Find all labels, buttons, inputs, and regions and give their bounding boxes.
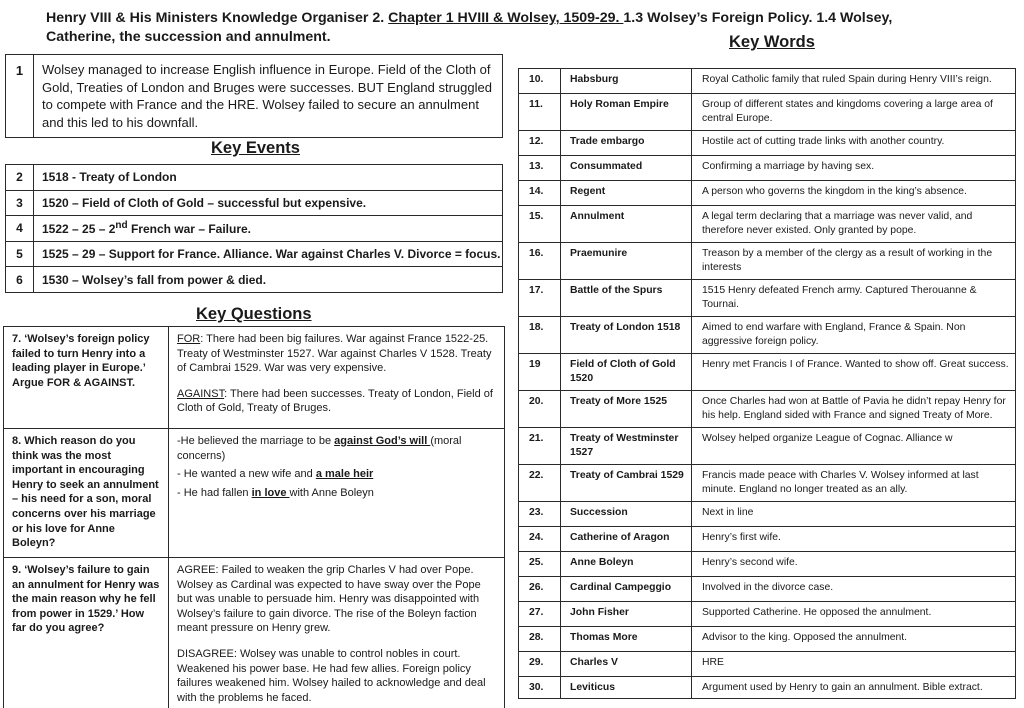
event-row (6, 267, 503, 293)
keyword-row (519, 552, 1016, 577)
keyword-number: 24. (519, 527, 561, 552)
keyword-definition: Next in line (692, 502, 1016, 527)
keyword-number: 25. (519, 552, 561, 577)
key-words-heading: Key Words (729, 33, 815, 51)
against-label: AGAINST (177, 387, 225, 400)
keyword-number: 18. (519, 317, 561, 354)
keyword-definition: A person who governs the kingdom in the king’s absence. (692, 181, 1016, 206)
bullet-text: He believed the marriage to be (180, 435, 335, 447)
key-words-body (519, 69, 1016, 699)
keyword-term: Treaty of London 1518 (561, 317, 692, 354)
for-label: FOR (177, 333, 201, 345)
keyword-row (519, 243, 1016, 280)
keyword-term: Treaty of Westminster 1527 (561, 428, 692, 465)
key-events-heading: Key Events (211, 139, 300, 157)
keyword-number: 20. (519, 391, 561, 428)
keyword-number: 30. (519, 677, 561, 699)
keyword-term: Thomas More (561, 627, 692, 652)
answer-disagree: DISAGREE: Wolsey was unable to control nobles in court. Weakened his power base. He had few allies. Foreign policy failures weakened him. Wolsey hailed to acknowledge and deal with the problems he faced. (177, 647, 486, 704)
event-text: 1530 – Wolsey’s fall from power & died. (34, 267, 503, 293)
answer-for (177, 332, 496, 376)
keyword-row (519, 354, 1016, 391)
title-part-3: 1.3 Wolsey’s Foreign Policy. 1.4 Wolsey, Catherine, the succession and annulment. (46, 10, 893, 45)
keyword-row (519, 627, 1016, 652)
keyword-term: Praemunire (561, 243, 692, 280)
keyword-definition: Francis made peace with Charles V. Wolsey informed at last minute. England no longer treated as an ally. (692, 465, 1016, 502)
keyword-definition: Royal Catholic family that ruled Spain during Henry VIII’s reign. (692, 69, 1016, 94)
keyword-row (519, 677, 1016, 699)
keyword-definition: Confirming a marriage by having sex. (692, 156, 1016, 181)
keyword-term: Habsburg (561, 69, 692, 94)
keyword-term: Regent (561, 181, 692, 206)
event-number: 6 (6, 267, 34, 293)
keyword-row (519, 391, 1016, 428)
summary-text: Wolsey managed to increase English influence in Europe. Field of the Cloth of Gold, Treaties of London and Bruges were successes. BUT England struggled to compete with France and the HRE. Wolsey failed to secure an annulment and this led to his downfall. (34, 55, 503, 138)
keyword-term: Charles V (561, 652, 692, 677)
keyword-row (519, 652, 1016, 677)
keyword-definition: Group of different states and kingdoms covering a large area of central Europe. (692, 94, 1016, 131)
keyword-term: Battle of the Spurs (561, 280, 692, 317)
keyword-number: 13. (519, 156, 561, 181)
keyword-definition: Hostile act of cutting trade links with another country. (692, 131, 1016, 156)
keyword-row (519, 280, 1016, 317)
bullet-emphasis: against God’s will (334, 435, 431, 447)
keyword-number: 29. (519, 652, 561, 677)
keyword-term: Field of Cloth of Gold 1520 (561, 354, 692, 391)
keyword-number: 27. (519, 602, 561, 627)
keyword-definition: Henry met Francis I of France. Wanted to show off. Great success. (692, 354, 1016, 391)
keyword-row (519, 156, 1016, 181)
event-text: 1520 – Field of Cloth of Gold – successful but expensive. (34, 190, 503, 216)
keyword-term: Consummated (561, 156, 692, 181)
event-row (6, 190, 503, 216)
keyword-term: Annulment (561, 206, 692, 243)
keyword-definition: A legal term declaring that a marriage was never valid, and therefore never existed. Only granted by pope. (692, 206, 1016, 243)
keyword-term: Cardinal Campeggio (561, 577, 692, 602)
keyword-number: 22. (519, 465, 561, 502)
keyword-number: 15. (519, 206, 561, 243)
against-text: : There had been successes. Treaty of London, Field of Cloth of Gold, Treaty of Bruges. (177, 387, 493, 415)
keyword-term: Leviticus (561, 677, 692, 699)
title-part-1: Henry VIII & His Ministers Knowledge Organiser 2. (46, 10, 389, 26)
event-text: 1518 - Treaty of London (34, 165, 503, 191)
keyword-definition: Once Charles had won at Battle of Pavia he didn’t repay Henry for his help. England sided with France and signed Treaty of More. (692, 391, 1016, 428)
key-questions-heading: Key Questions (196, 305, 312, 323)
keyword-term: John Fisher (561, 602, 692, 627)
keyword-row (519, 527, 1016, 552)
event-row (6, 216, 503, 242)
keyword-number: 26. (519, 577, 561, 602)
keyword-number: 19 (519, 354, 561, 391)
event-row (6, 165, 503, 191)
keyword-number: 17. (519, 280, 561, 317)
event-number: 3 (6, 190, 34, 216)
for-text: : There had been big failures. War against France 1522-25. Treaty of Westminster 1527. War against Charles V 1528. Treaty of Cambrai 1529. War was very expensive. (177, 333, 492, 375)
answer-bullet: - He had fallen in love with Anne Boleyn (177, 486, 374, 499)
keyword-row (519, 465, 1016, 502)
keyword-term: Succession (561, 502, 692, 527)
keyword-number: 23. (519, 502, 561, 527)
event-text (34, 216, 503, 242)
keyword-definition: HRE (692, 652, 1016, 677)
keyword-row (519, 181, 1016, 206)
keyword-row (519, 428, 1016, 465)
event-number: 4 (6, 216, 34, 242)
event-number: 2 (6, 165, 34, 191)
keyword-definition: Involved in the divorce case. (692, 577, 1016, 602)
question-text: 9. ‘Wolsey’s failure to gain an annulment for Henry was the main reason why he fell from power in 1529.’ How far do you agree? (4, 558, 169, 708)
answer-bullet: - He wanted a new wife and a male heir (177, 468, 374, 481)
keyword-number: 21. (519, 428, 561, 465)
keyword-definition: Advisor to the king. Opposed the annulment. (692, 627, 1016, 652)
keyword-term: Holy Roman Empire (561, 94, 692, 131)
summary-number: 1 (6, 55, 34, 138)
keyword-definition: Wolsey helped organize League of Cognac. Alliance w (692, 428, 1016, 465)
bullet-text: He wanted a new wife and (180, 468, 316, 481)
keyword-number: 28. (519, 627, 561, 652)
keyword-number: 16. (519, 243, 561, 280)
summary-box (5, 54, 503, 138)
keyword-number: 12. (519, 131, 561, 156)
question-text: 8. Which reason do you think was the most important in encouraging Henry to seek an annulment – his need for a son, moral concerns over his marriage or his love for Anne Boleyn? (4, 429, 169, 558)
keyword-definition: Henry’s first wife. (692, 527, 1016, 552)
answer-agree: AGREE: Failed to weaken the grip Charles V had over Pope. Wolsey as Cardinal was expected to have sway over the Pope but was unable to persuade him. Henry was disappointed with Wolsey’s failure to gain divorce. The rise of the Boleyn faction meant pressure on Henry grew. (177, 564, 481, 635)
bullet-emphasis: in love (251, 486, 290, 499)
keyword-definition: Henry’s second wife. (692, 552, 1016, 577)
keyword-row (519, 69, 1016, 94)
keyword-definition: 1515 Henry defeated French army. Captured Therouanne & Tournai. (692, 280, 1016, 317)
key-events-table (5, 164, 503, 293)
keyword-row (519, 94, 1016, 131)
keyword-number: 11. (519, 94, 561, 131)
keyword-row (519, 206, 1016, 243)
answer-bullet: -He believed the marriage to be against God’s will (moral concerns) (177, 435, 462, 462)
bullet-text: (moral concerns) (177, 435, 462, 462)
summary-row (6, 55, 503, 138)
keyword-term: Catherine of Aragon (561, 527, 692, 552)
event-number: 5 (6, 241, 34, 267)
question-text: 7. ‘Wolsey’s foreign policy failed to turn Henry into a leading player in Europe.’ Argue FOR & AGAINST. (4, 327, 169, 429)
keyword-term: Anne Boleyn (561, 552, 692, 577)
title-chapter: Chapter 1 HVIII & Wolsey, 1509-29. (388, 10, 624, 26)
keyword-definition: Treason by a member of the clergy as a result of working in the interests (692, 243, 1016, 280)
keyword-row (519, 577, 1016, 602)
event-text-start: 1522 – 25 – 2 (42, 222, 116, 237)
bullet-text: with Anne Boleyn (289, 486, 374, 499)
keyword-definition: Argument used by Henry to gain an annulment. Bible extract. (692, 677, 1016, 699)
keyword-row (519, 602, 1016, 627)
question-row (4, 429, 505, 558)
keyword-row (519, 131, 1016, 156)
answer-against (177, 387, 496, 416)
answer-text (169, 429, 505, 558)
event-text-end: French war – Failure. (127, 222, 251, 237)
keyword-number: 10. (519, 69, 561, 94)
keyword-term: Treaty of Cambrai 1529 (561, 465, 692, 502)
keyword-row (519, 502, 1016, 527)
keyword-number: 14. (519, 181, 561, 206)
question-row (4, 327, 505, 429)
keyword-term: Trade embargo (561, 131, 692, 156)
answer-text (169, 327, 505, 429)
bullet-text: He had fallen (180, 486, 252, 499)
key-questions-table (3, 326, 505, 708)
question-row (4, 558, 505, 708)
key-words-table (518, 68, 1016, 699)
event-text: 1525 – 29 – Support for France. Alliance. War against Charles V. Divorce = focus. (34, 241, 503, 267)
bullet-emphasis: a male heir (315, 468, 374, 481)
keyword-row (519, 317, 1016, 354)
event-row (6, 241, 503, 267)
answer-text (169, 558, 505, 708)
keyword-definition: Aimed to end warfare with England, France & Spain. Non aggressive foreign policy. (692, 317, 1016, 354)
event-text-superscript: nd (115, 220, 128, 232)
keyword-term: Treaty of More 1525 (561, 391, 692, 428)
keyword-definition: Supported Catherine. He opposed the annulment. (692, 602, 1016, 627)
